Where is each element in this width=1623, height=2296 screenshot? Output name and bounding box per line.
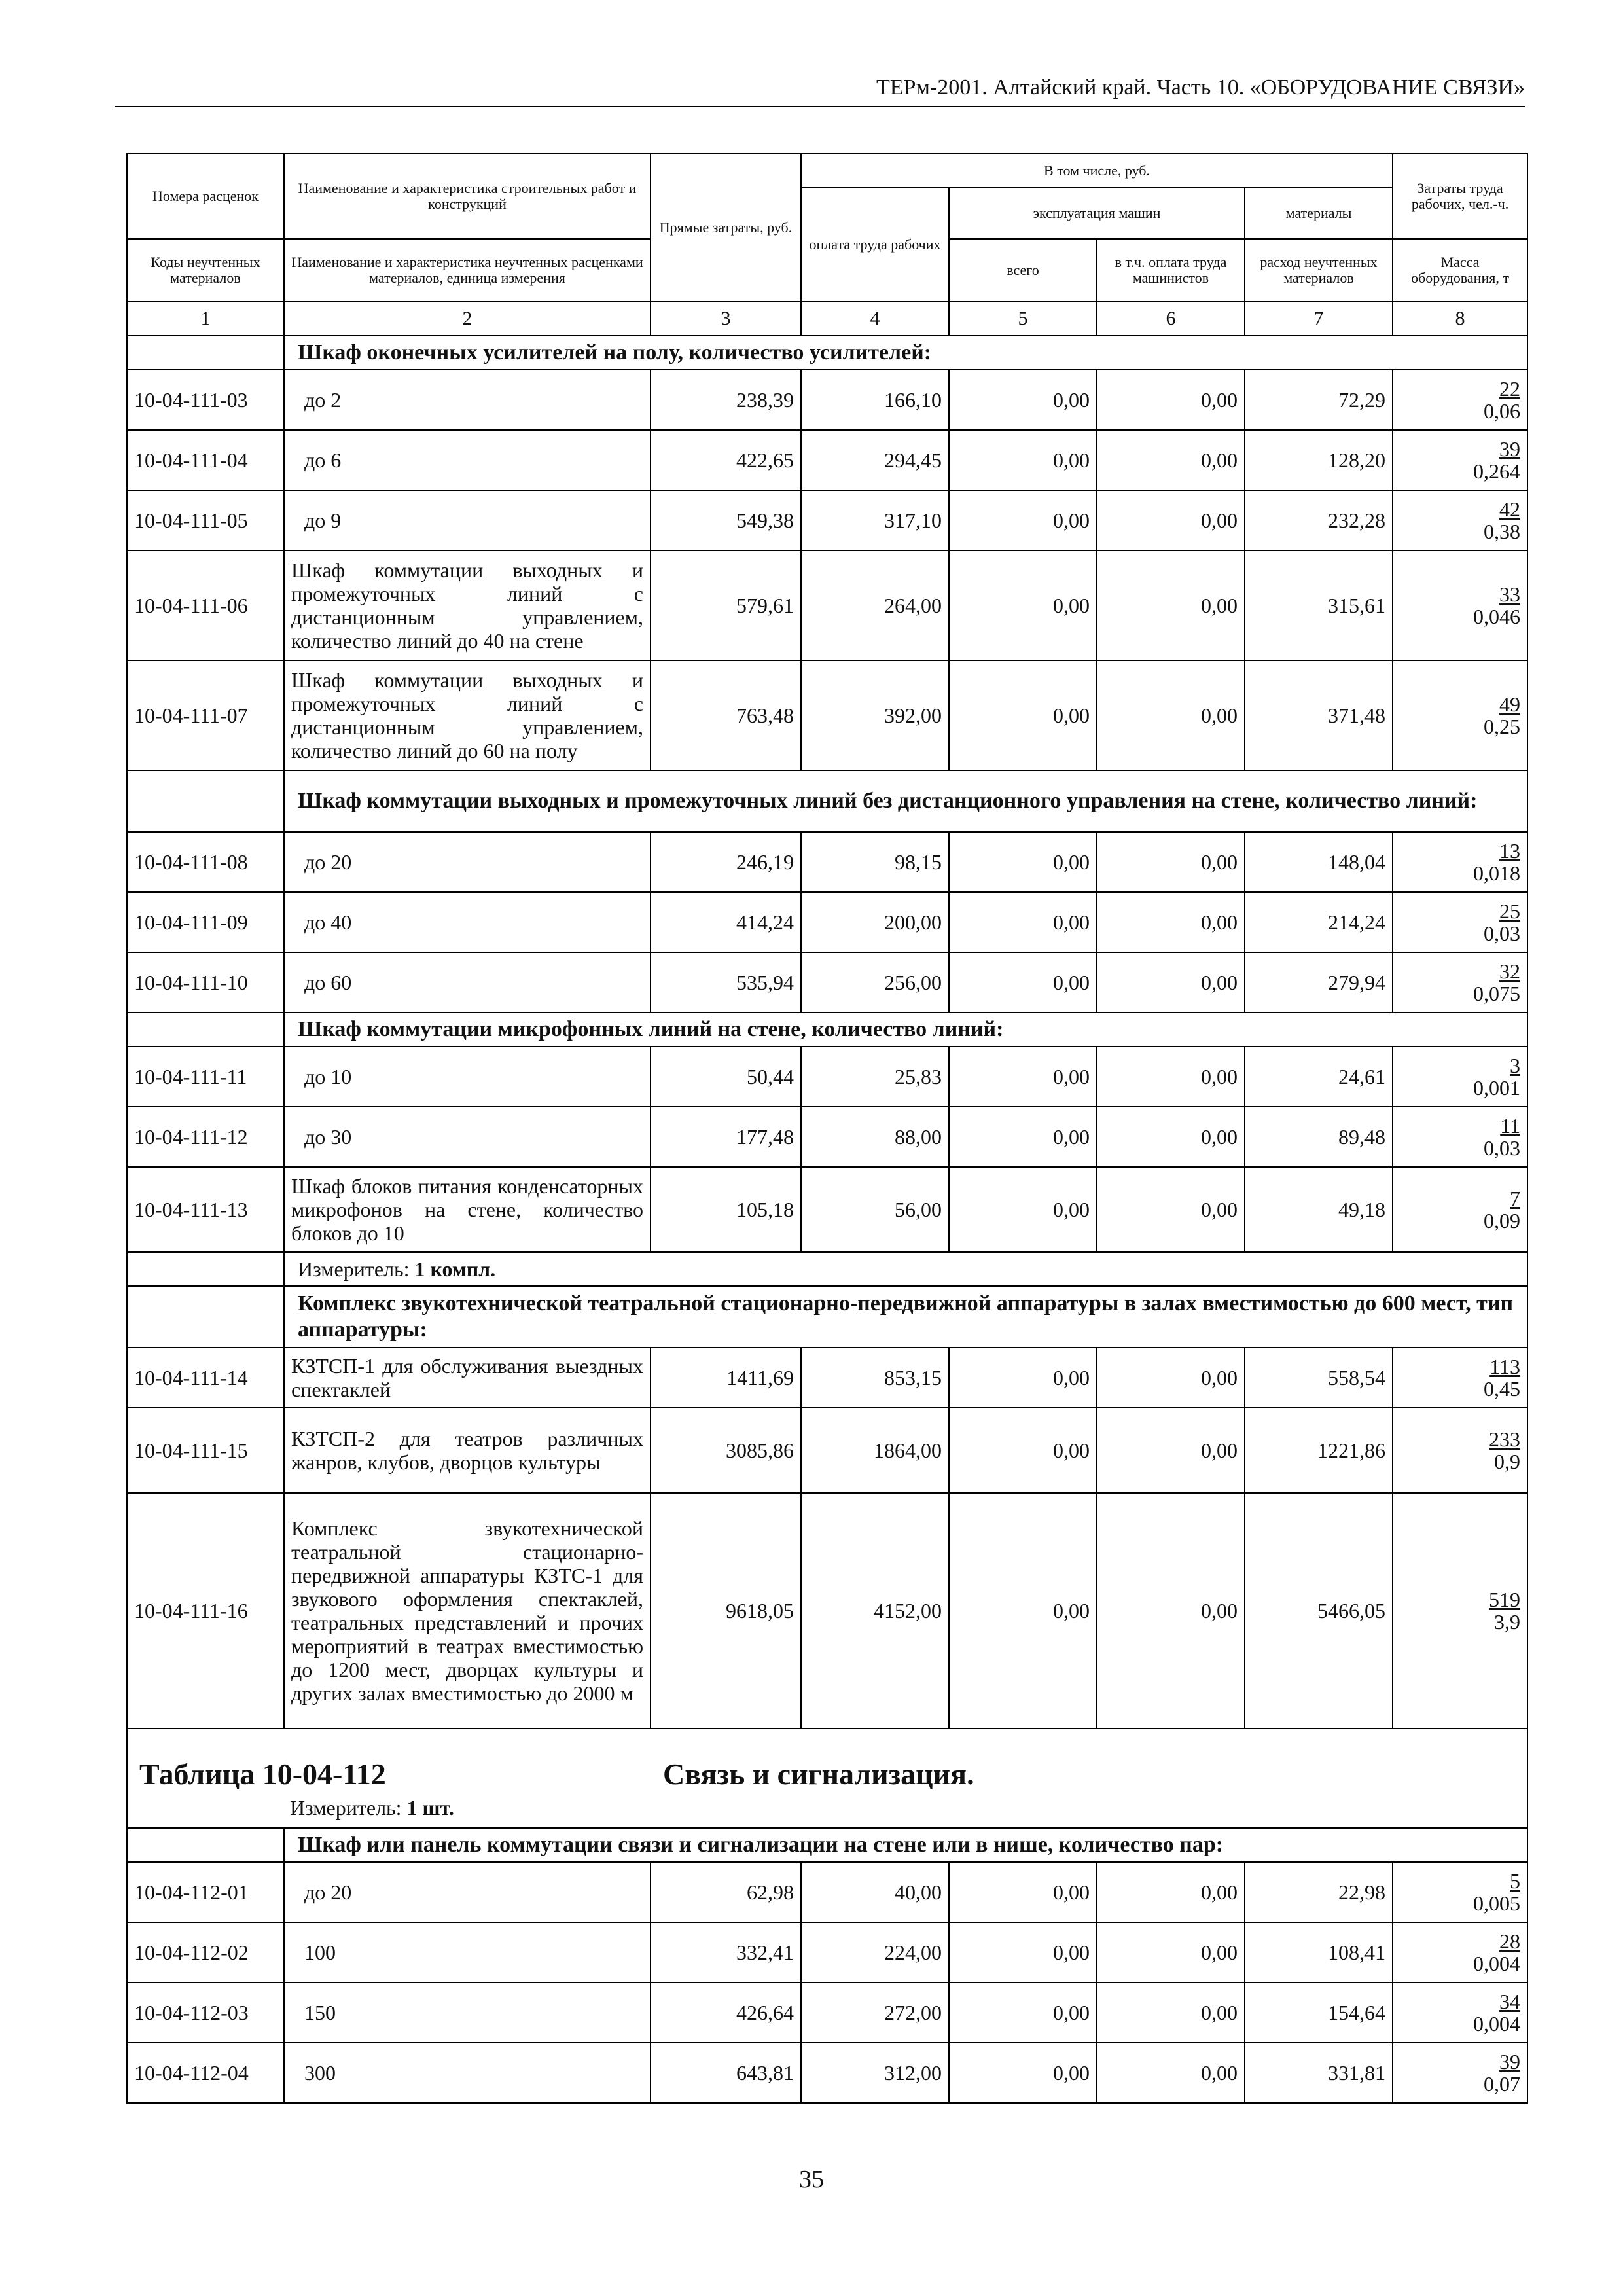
work-description: до 20 (284, 832, 651, 892)
machines-labor-pay: 0,00 (1097, 370, 1245, 430)
labor-hours: 233 (1489, 1427, 1521, 1451)
table-row (127, 1047, 1527, 1107)
machines-labor-pay: 0,00 (1097, 892, 1245, 952)
labor-pay: 4152,00 (801, 1493, 949, 1729)
machines-labor-pay: 0,00 (1097, 550, 1245, 660)
column-number: 4 (801, 302, 949, 336)
direct-cost: 414,24 (651, 892, 801, 952)
labor-mass-fraction (1393, 952, 1527, 1013)
table-row (127, 832, 1527, 892)
group-machines: эксплуатация машин (949, 188, 1245, 239)
section-heading: Комплекс звукотехнической театральной стационарно-передвижной аппаратуры в залах вместимостью до 600 мест, тип аппаратуры: (284, 1286, 1527, 1348)
direct-cost: 3085,86 (651, 1408, 801, 1493)
measure-value: 1 компл. (414, 1257, 496, 1281)
table-name: Связь и сигнализация. (663, 1757, 974, 1791)
table-row (127, 952, 1527, 1013)
machines-labor-pay: 0,00 (1097, 1047, 1245, 1107)
direct-cost: 579,61 (651, 550, 801, 660)
rate-code: 10-04-112-03 (127, 1982, 284, 2043)
materials-cost: 214,24 (1245, 892, 1393, 952)
table-row (127, 1408, 1527, 1493)
labor-pay: 264,00 (801, 550, 949, 660)
direct-cost: 422,65 (651, 430, 801, 490)
equipment-mass: 0,38 (1484, 520, 1521, 543)
machines-total: 0,00 (949, 550, 1097, 660)
rate-code: 10-04-111-16 (127, 1493, 284, 1729)
table-title-block (127, 1729, 1527, 1828)
machines-total: 0,00 (949, 1982, 1097, 2043)
section-heading: Шкаф или панель коммутации связи и сигнализации на стене или в нише, количество пар: (284, 1828, 1527, 1862)
equipment-mass: 0,075 (1473, 982, 1521, 1005)
materials-cost: 331,81 (1245, 2043, 1393, 2103)
section-heading: Шкаф коммутации выходных и промежуточных линий без дистанционного управления на стене, количество линий: (284, 770, 1527, 832)
work-description: Шкаф коммутации выходных и промежуточных линий с дистанционным управлением, количество линий до 40 на стене (284, 550, 651, 660)
labor-pay: 294,45 (801, 430, 949, 490)
direct-cost: 62,98 (651, 1862, 801, 1922)
labor-hours: 22 (1499, 377, 1521, 401)
materials-cost: 232,28 (1245, 490, 1393, 550)
labor-hours: 3 (1510, 1054, 1521, 1077)
materials-cost: 1221,86 (1245, 1408, 1393, 1493)
column-number: 5 (949, 302, 1097, 336)
equipment-mass: 0,046 (1473, 605, 1521, 628)
work-description: Шкаф коммутации выходных и промежуточных линий с дистанционным управлением, количество линий до 60 на полу (284, 660, 651, 770)
labor-pay: 166,10 (801, 370, 949, 430)
column-number: 3 (651, 302, 801, 336)
materials-cost: 315,61 (1245, 550, 1393, 660)
column-number: 1 (127, 302, 284, 336)
direct-cost: 535,94 (651, 952, 801, 1013)
labor-hours: 34 (1499, 1990, 1521, 2013)
equipment-mass: 0,018 (1473, 861, 1521, 885)
table-row (127, 370, 1527, 430)
rate-code: 10-04-111-05 (127, 490, 284, 550)
work-description: до 9 (284, 490, 651, 550)
machines-labor-pay: 0,00 (1097, 832, 1245, 892)
table-row (127, 2043, 1527, 2103)
table-row (127, 550, 1527, 660)
measure-unit (139, 1793, 1527, 1822)
labor-hours: 32 (1499, 960, 1521, 983)
section-heading: Шкаф оконечных усилителей на полу, количество усилителей: (284, 336, 1527, 370)
direct-cost: 238,39 (651, 370, 801, 430)
materials-cost: 108,41 (1245, 1922, 1393, 1982)
table-row (127, 660, 1527, 770)
labor-mass-fraction (1393, 832, 1527, 892)
machines-total: 0,00 (949, 1167, 1097, 1252)
labor-mass-fraction (1393, 1047, 1527, 1107)
col-labor-pay: оплата труда рабочих (801, 188, 949, 302)
labor-mass-fraction (1393, 1922, 1527, 1982)
labor-pay: 317,10 (801, 490, 949, 550)
work-description: Комплекс звукотехнической театральной стационарно-передвижной аппаратуры КЗТС-1 для звукового оформления спектаклей, театральных представлений и прочих мероприятий в театрах вместимостью до 1200 мест, дворцах культуры и других залах вместимостью до 2000 м (284, 1493, 651, 1729)
col-direct: Прямые затраты, руб. (651, 154, 801, 302)
column-number: 7 (1245, 302, 1393, 336)
equipment-mass: 0,25 (1484, 715, 1521, 738)
group-including: В том числе, руб. (801, 154, 1393, 188)
labor-pay: 392,00 (801, 660, 949, 770)
machines-total: 0,00 (949, 2043, 1097, 2103)
equipment-mass: 0,004 (1473, 1952, 1521, 1975)
equipment-mass: 0,264 (1473, 459, 1521, 483)
direct-cost: 9618,05 (651, 1493, 801, 1729)
machines-total: 0,00 (949, 490, 1097, 550)
rate-code: 10-04-111-12 (127, 1107, 284, 1167)
labor-mass-fraction (1393, 1107, 1527, 1167)
rate-code: 10-04-112-04 (127, 2043, 284, 2103)
labor-mass-fraction (1393, 550, 1527, 660)
machines-total: 0,00 (949, 1047, 1097, 1107)
machines-labor-pay: 0,00 (1097, 1408, 1245, 1493)
direct-cost: 105,18 (651, 1167, 801, 1252)
work-description: до 60 (284, 952, 651, 1013)
rate-code: 10-04-111-13 (127, 1167, 284, 1252)
materials-cost: 128,20 (1245, 430, 1393, 490)
machines-total: 0,00 (949, 1922, 1097, 1982)
equipment-mass: 0,03 (1484, 1136, 1521, 1160)
materials-cost: 558,54 (1245, 1348, 1393, 1408)
rate-code: 10-04-111-14 (127, 1348, 284, 1408)
measure-label: Измеритель: (290, 1796, 402, 1820)
running-header: ТЕРм-2001. Алтайский край. Часть 10. «ОБОРУДОВАНИЕ СВЯЗИ» (115, 72, 1525, 107)
labor-pay: 1864,00 (801, 1408, 949, 1493)
labor-hours: 113 (1489, 1355, 1521, 1378)
labor-hours: 33 (1499, 583, 1521, 606)
rate-code: 10-04-112-02 (127, 1922, 284, 1982)
machines-labor-pay: 0,00 (1097, 1107, 1245, 1167)
labor-hours: 42 (1499, 497, 1521, 521)
labor-pay: 25,83 (801, 1047, 949, 1107)
work-description: до 6 (284, 430, 651, 490)
col-labor-bottom: Масса оборудования, т (1393, 239, 1527, 302)
machines-total: 0,00 (949, 1107, 1097, 1167)
materials-cost: 89,48 (1245, 1107, 1393, 1167)
materials-cost: 24,61 (1245, 1047, 1393, 1107)
price-table (126, 153, 1527, 2104)
page-number: 35 (799, 2166, 824, 2193)
work-description: до 40 (284, 892, 651, 952)
rate-code: 10-04-111-11 (127, 1047, 284, 1107)
labor-hours: 28 (1499, 1929, 1521, 1953)
labor-pay: 224,00 (801, 1922, 949, 1982)
labor-mass-fraction (1393, 1982, 1527, 2043)
section-heading: Шкаф коммутации микрофонных линий на стене, количество линий: (284, 1013, 1527, 1047)
machines-labor-pay: 0,00 (1097, 1862, 1245, 1922)
machines-total: 0,00 (949, 370, 1097, 430)
labor-hours: 39 (1499, 2050, 1521, 2073)
labor-mass-fraction (1393, 370, 1527, 430)
machines-labor-pay: 0,00 (1097, 1922, 1245, 1982)
work-description: до 20 (284, 1862, 651, 1922)
rate-code: 10-04-111-08 (127, 832, 284, 892)
machines-total: 0,00 (949, 1408, 1097, 1493)
materials-cost: 72,29 (1245, 370, 1393, 430)
labor-pay: 56,00 (801, 1167, 949, 1252)
labor-hours: 49 (1499, 692, 1521, 716)
col-materials-sub: расход неучтенных материалов (1245, 239, 1393, 302)
labor-mass-fraction (1393, 2043, 1527, 2103)
machines-labor-pay: 0,00 (1097, 1167, 1245, 1252)
rate-code: 10-04-111-03 (127, 370, 284, 430)
column-number: 2 (284, 302, 651, 336)
labor-pay: 200,00 (801, 892, 949, 952)
direct-cost: 332,41 (651, 1922, 801, 1982)
column-number: 8 (1393, 302, 1527, 336)
labor-mass-fraction (1393, 1167, 1527, 1252)
labor-mass-fraction (1393, 430, 1527, 490)
work-description: 150 (284, 1982, 651, 2043)
equipment-mass: 0,005 (1473, 1892, 1521, 1915)
col-materials: материалы (1245, 188, 1393, 239)
table-row (127, 1493, 1527, 1729)
equipment-mass: 0,03 (1484, 922, 1521, 945)
equipment-mass: 0,07 (1484, 2072, 1521, 2096)
direct-cost: 763,48 (651, 660, 801, 770)
labor-hours: 11 (1500, 1114, 1521, 1138)
machines-total: 0,00 (949, 892, 1097, 952)
labor-pay: 853,15 (801, 1348, 949, 1408)
col-name-top: Наименование и характеристика строительных работ и конструкций (284, 154, 651, 239)
work-description: до 2 (284, 370, 651, 430)
labor-hours: 519 (1489, 1588, 1521, 1611)
equipment-mass: 0,06 (1484, 399, 1521, 423)
rate-code: 10-04-112-01 (127, 1862, 284, 1922)
materials-cost: 49,18 (1245, 1167, 1393, 1252)
machines-total: 0,00 (949, 1493, 1097, 1729)
labor-hours: 7 (1510, 1187, 1521, 1210)
table-row (127, 1348, 1527, 1408)
machines-labor-pay: 0,00 (1097, 2043, 1245, 2103)
col-machines-labor: в т.ч. оплата труда машинистов (1097, 239, 1245, 302)
machines-total: 0,00 (949, 1862, 1097, 1922)
labor-pay: 98,15 (801, 832, 949, 892)
direct-cost: 246,19 (651, 832, 801, 892)
direct-cost: 177,48 (651, 1107, 801, 1167)
labor-mass-fraction (1393, 1348, 1527, 1408)
machines-labor-pay: 0,00 (1097, 490, 1245, 550)
work-description: 300 (284, 2043, 651, 2103)
direct-cost: 643,81 (651, 2043, 801, 2103)
direct-cost: 1411,69 (651, 1348, 801, 1408)
column-number: 6 (1097, 302, 1245, 336)
equipment-mass: 0,004 (1473, 2012, 1521, 2036)
labor-hours: 25 (1499, 899, 1521, 923)
labor-hours: 5 (1510, 1869, 1521, 1893)
table-row (127, 1922, 1527, 1982)
machines-total: 0,00 (949, 660, 1097, 770)
rate-code: 10-04-111-09 (127, 892, 284, 952)
machines-labor-pay: 0,00 (1097, 660, 1245, 770)
machines-labor-pay: 0,00 (1097, 952, 1245, 1013)
machines-labor-pay: 0,00 (1097, 1348, 1245, 1408)
measure-label: Измеритель: (298, 1257, 410, 1281)
materials-cost: 22,98 (1245, 1862, 1393, 1922)
labor-mass-fraction (1393, 1493, 1527, 1729)
labor-mass-fraction (1393, 892, 1527, 952)
labor-pay: 40,00 (801, 1862, 949, 1922)
machines-labor-pay: 0,00 (1097, 430, 1245, 490)
direct-cost: 50,44 (651, 1047, 801, 1107)
table-number: Таблица 10-04-112 (139, 1757, 386, 1791)
labor-mass-fraction (1393, 660, 1527, 770)
rate-code: 10-04-111-10 (127, 952, 284, 1013)
rate-code: 10-04-111-06 (127, 550, 284, 660)
equipment-mass: 0,001 (1473, 1076, 1521, 1100)
table-row (127, 490, 1527, 550)
work-description: до 10 (284, 1047, 651, 1107)
machines-labor-pay: 0,00 (1097, 1493, 1245, 1729)
col-code-bottom: Коды неучтенных материалов (127, 239, 284, 302)
col-name-bottom: Наименование и характеристика неучтенных расценками материалов, единица измерения (284, 239, 651, 302)
rate-code: 10-04-111-04 (127, 430, 284, 490)
table-row (127, 1982, 1527, 2043)
table-row (127, 1862, 1527, 1922)
table-row (127, 1107, 1527, 1167)
table-row (127, 430, 1527, 490)
equipment-mass: 0,45 (1484, 1377, 1521, 1401)
work-description: КЗТСП-2 для театров различных жанров, клубов, дворцов культуры (284, 1408, 651, 1493)
machines-total: 0,00 (949, 832, 1097, 892)
measure-value: 1 шт. (406, 1796, 454, 1820)
materials-cost: 154,64 (1245, 1982, 1393, 2043)
labor-pay: 256,00 (801, 952, 949, 1013)
materials-cost: 279,94 (1245, 952, 1393, 1013)
col-machines-total: всего (949, 239, 1097, 302)
work-description: 100 (284, 1922, 651, 1982)
materials-cost: 5466,05 (1245, 1493, 1393, 1729)
equipment-mass: 0,09 (1484, 1209, 1521, 1232)
work-description: до 30 (284, 1107, 651, 1167)
labor-pay: 88,00 (801, 1107, 949, 1167)
labor-mass-fraction (1393, 1862, 1527, 1922)
materials-cost: 148,04 (1245, 832, 1393, 892)
table-row (127, 892, 1527, 952)
machines-total: 0,00 (949, 430, 1097, 490)
work-description: Шкаф блоков питания конденсаторных микрофонов на стене, количество блоков до 10 (284, 1167, 651, 1252)
work-description: КЗТСП-1 для обслуживания выездных спектаклей (284, 1348, 651, 1408)
labor-hours: 39 (1499, 437, 1521, 461)
direct-cost: 426,64 (651, 1982, 801, 2043)
labor-pay: 272,00 (801, 1982, 949, 2043)
materials-cost: 371,48 (1245, 660, 1393, 770)
col-code-top: Номера расценок (127, 154, 284, 239)
direct-cost: 549,38 (651, 490, 801, 550)
table-row (127, 1167, 1527, 1252)
labor-pay: 312,00 (801, 2043, 949, 2103)
labor-mass-fraction (1393, 1408, 1527, 1493)
machines-labor-pay: 0,00 (1097, 1982, 1245, 2043)
equipment-mass: 3,9 (1494, 1610, 1521, 1634)
machines-total: 0,00 (949, 1348, 1097, 1408)
rate-code: 10-04-111-07 (127, 660, 284, 770)
rate-code: 10-04-111-15 (127, 1408, 284, 1493)
col-labor-top: Затраты труда рабочих, чел.-ч. (1393, 154, 1527, 239)
labor-mass-fraction (1393, 490, 1527, 550)
measure-unit (284, 1252, 1527, 1286)
machines-total: 0,00 (949, 952, 1097, 1013)
equipment-mass: 0,9 (1494, 1450, 1521, 1473)
labor-hours: 13 (1499, 839, 1521, 863)
